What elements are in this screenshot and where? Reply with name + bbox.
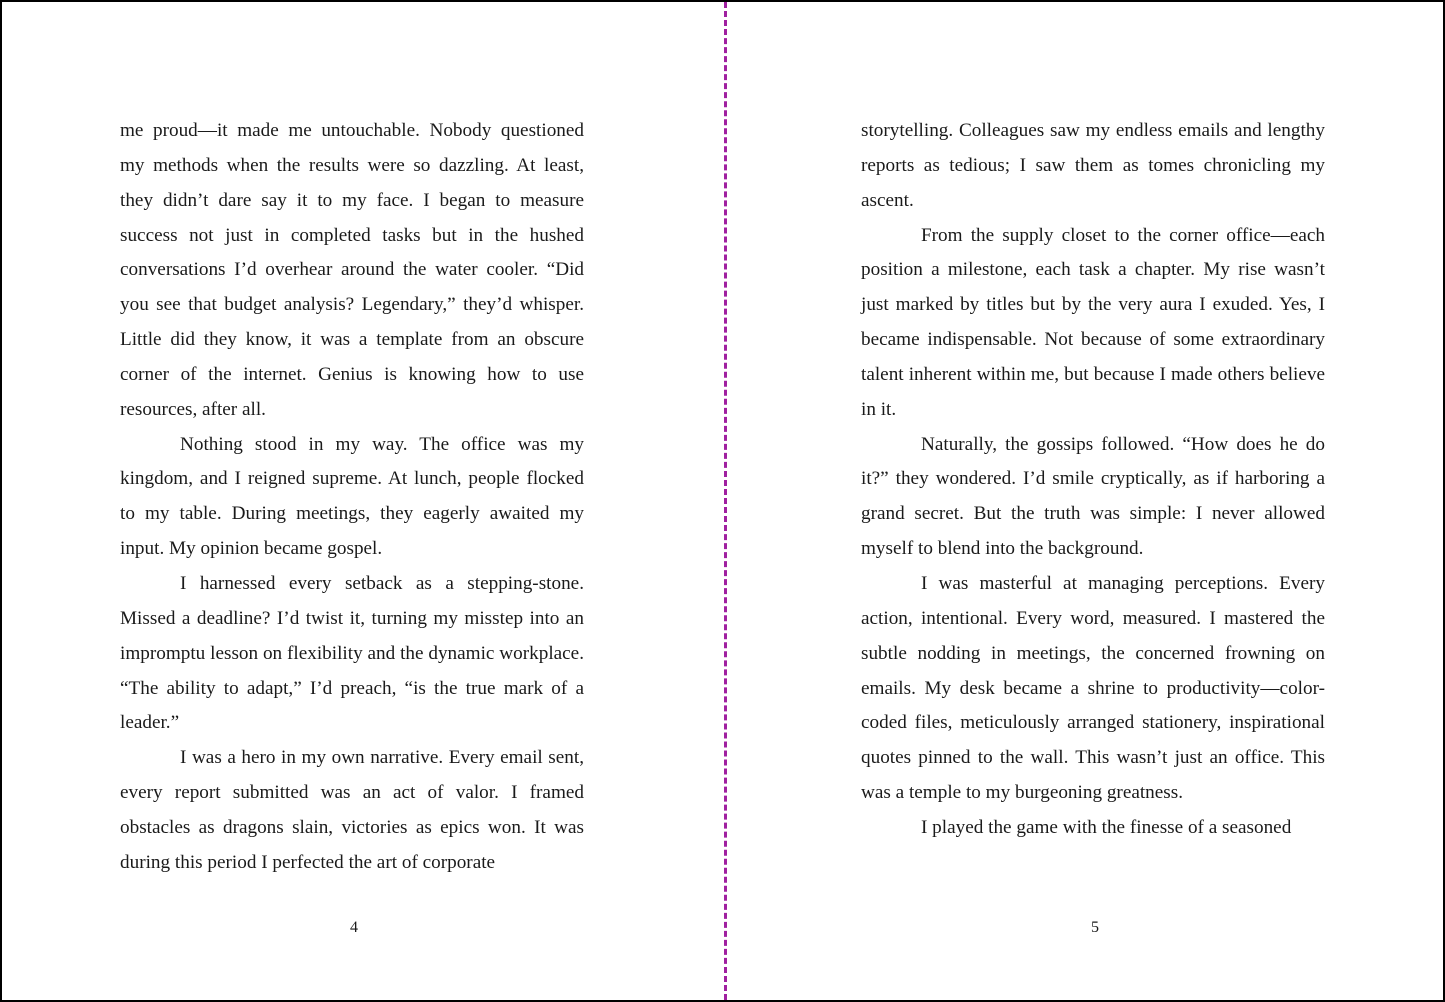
paragraph: I harnessed every setback as a stepping-stone. Missed a deadline? I’d twist it, turning my misstep into an impromptu lesson on flexibility and the dynamic workplace. “The ability to adapt,” I’d preach, “is the true mark of a leader.”: [120, 572, 584, 734]
paragraph: me proud—it made me untouchable. Nobody questioned my methods when the results were so dazzling. At least, they didn’t dare say it to my face. I began to measure success not just in completed tasks but in the hushed conversations I’d overhear around the water cooler. “Did you see that budget analysis? Legendary,” they’d whisper. Little did they know, it was a template from an obscure corner of the internet. Genius is knowing how to use resources, after all.: [120, 120, 584, 420]
paragraph: Naturally, the gossips followed. “How does he do it?” they wondered. I’d smile cryptically, as if harboring a grand secret. But the truth was simple: I never allowed myself to blend into the background.: [861, 433, 1325, 560]
right-page: [861, 114, 1325, 846]
page-divider: [724, 2, 727, 1000]
page-number-right: 5: [1091, 919, 1099, 936]
left-page: [120, 114, 584, 881]
paragraph: I was masterful at managing perceptions. Every action, intentional. Every word, measured. I mastered the subtle nodding in meetings, the concerned frowning on emails. My desk became a shrine to productivity—color-coded files, meticulously arranged stationery, inspirational quotes pinned to the wall. This wasn’t just an office. This was a temple to my burgeoning greatness.: [861, 572, 1325, 804]
paragraph: From the supply closet to the corner office—each position a milestone, each task a chapter. My rise wasn’t just marked by titles but by the very aura I exuded. Yes, I became indispensable. Not because of some extraordinary talent inherent within me, but because I made others believe in it.: [861, 224, 1325, 420]
left-page-text: [120, 114, 584, 881]
paragraph: Nothing stood in my way. The office was my kingdom, and I reigned supreme. At lunch, people flocked to my table. During meetings, they eagerly awaited my input. My opinion became gospel.: [120, 433, 584, 560]
paragraph: I was a hero in my own narrative. Every email sent, every report submitted was an act of valor. I framed obstacles as dragons slain, victories as epics won. It was during this period I perfected the art of corporate: [120, 747, 584, 873]
paragraph: I played the game with the finesse of a seasoned: [921, 816, 1292, 838]
paragraph: storytelling. Colleagues saw my endless emails and lengthy reports as tedious; I saw them as tomes chronicling my ascent.: [861, 120, 1325, 211]
page-number-left: 4: [350, 919, 358, 936]
right-page-text: [861, 114, 1325, 846]
